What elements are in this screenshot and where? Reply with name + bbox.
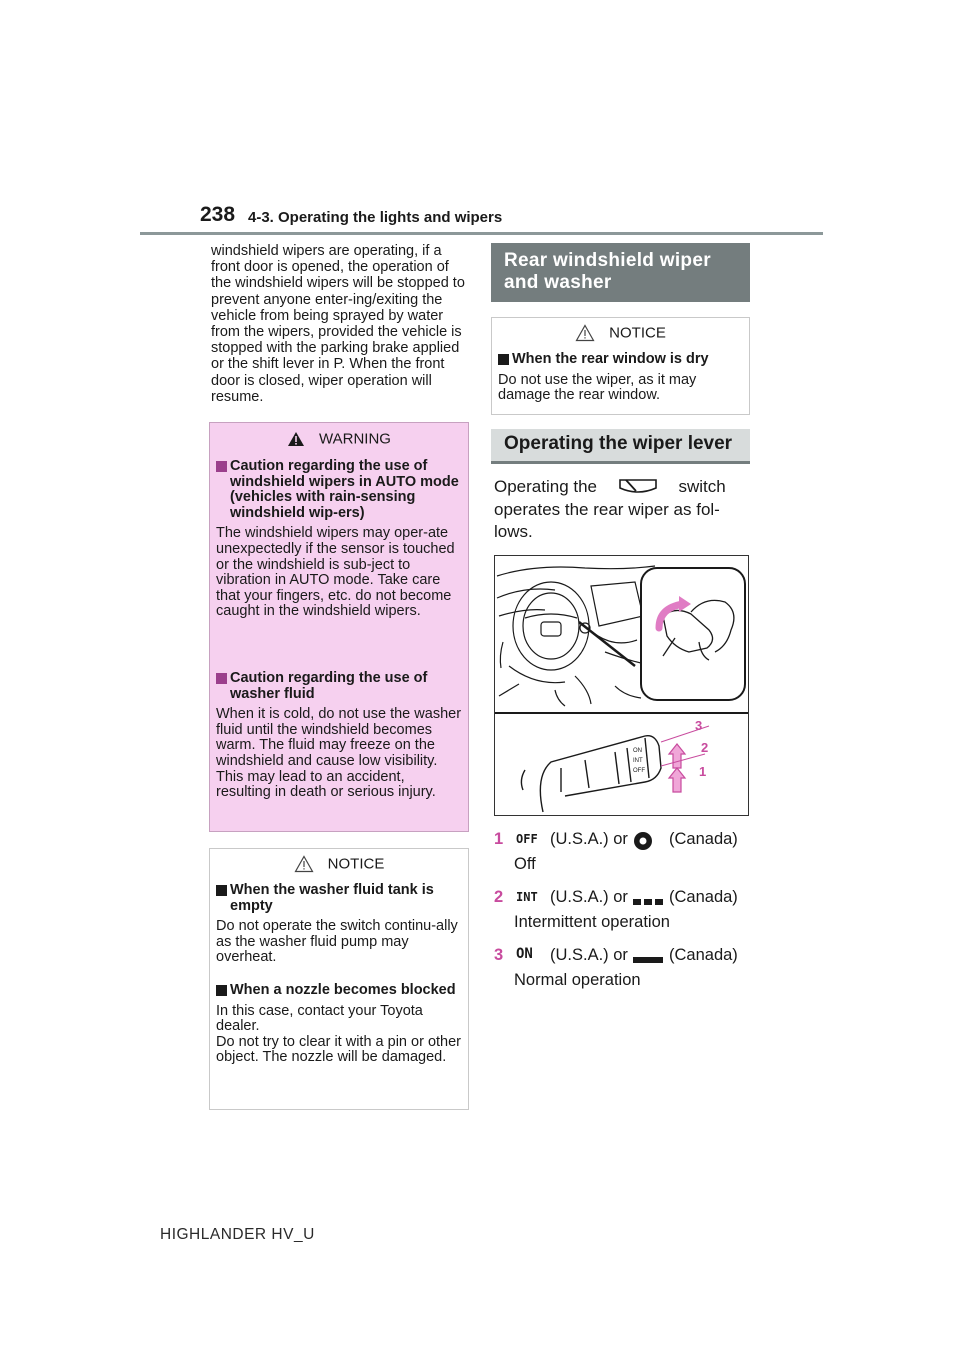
operating-text-after: switch operates the rear wiper as fol-lows. (494, 477, 726, 541)
notice-item-body: Do not use the wiper, as it may damage the rear window. (498, 371, 697, 404)
header-divider (140, 232, 823, 235)
notice-item-body: Do not operate the switch continu-ally as the washer fluid pump may overheat. (216, 918, 458, 966)
notice-title: NOTICE (609, 324, 666, 342)
notice-triangle-icon (575, 324, 595, 342)
step-number: 2 (494, 888, 504, 906)
usa-symbol: INT (516, 890, 538, 904)
solid-bar-icon (633, 951, 663, 970)
operating-text-before: Operating the (494, 477, 598, 496)
notice-box (491, 317, 750, 415)
notice-header (210, 855, 468, 873)
bullet-square-icon (216, 673, 227, 684)
lever-label-off: OFF (633, 768, 645, 774)
notice-item (498, 352, 743, 404)
warning-item (216, 671, 462, 801)
notice-item-heading: When the rear window is dry (512, 351, 709, 367)
warning-item-body: The windshield wipers may oper-ate unexpectedly if the sensor is touched or the windshield is sub-ject to vibration in AUTO mode. Take care that your fingers, etc. do not become caught in the windshield wipers. (216, 525, 455, 620)
section-title: 4-3. Operating the lights and wipers (248, 209, 503, 226)
notice-item (216, 983, 462, 1066)
footer-model: HIGHLANDER HV_U (160, 1226, 315, 1243)
step-usa-text: (U.S.A.) or (550, 830, 628, 848)
warning-triangle-icon (287, 431, 305, 447)
bullet-square-icon (498, 354, 509, 365)
warning-title: WARNING (319, 430, 391, 448)
lever-text-labels (633, 748, 645, 774)
callout-2: 2 (701, 740, 709, 755)
bullet-square-icon (216, 985, 227, 996)
bullet-square-icon (216, 885, 227, 896)
warning-item (216, 459, 462, 620)
notice-item-heading: When the washer fluid tank is empty (230, 882, 434, 914)
step-number: 1 (494, 830, 504, 848)
step-usa-text: (U.S.A.) or (550, 946, 628, 964)
step-number: 3 (494, 946, 504, 964)
operating-paragraph (494, 476, 754, 544)
warning-box (209, 422, 469, 832)
dashboard-lever-drawing (495, 556, 748, 815)
lever-label-on: ON (633, 748, 642, 754)
callout-3: 3 (695, 718, 703, 733)
step-description: Normal operation (514, 971, 641, 989)
page-number: 238 (200, 203, 236, 226)
usa-symbol: ON (516, 946, 533, 962)
step-canada-text: (Canada) (669, 888, 738, 906)
notice-item-heading: When a nozzle becomes blocked (230, 982, 456, 998)
notice-title: NOTICE (327, 855, 385, 873)
warning-item-body: When it is cold, do not use the washer fluid until the windshield becomes warm. The fluid may freeze on the windshield and cause low visibility. This may lead to an accident, resulting in death or serious injury. (216, 706, 462, 801)
step-description: Intermittent operation (514, 913, 670, 931)
callout-1: 1 (699, 764, 707, 779)
dashed-bar-icon (633, 893, 663, 912)
notice-box (209, 848, 469, 1110)
notice-item (216, 883, 462, 966)
step-canada-text: (Canada) (669, 946, 738, 964)
step-usa-text: (U.S.A.) or (550, 888, 628, 906)
notice-item-body: In this case, contact your Toyota dealer. Do not try to clear it with a pin or other object. The nozzle will be damaged. (216, 1002, 461, 1066)
warning-item-heading: Caution regarding the use of washer fluid (230, 670, 428, 702)
wiper-lever-banner (491, 429, 750, 464)
rear-wiper-banner (491, 243, 750, 302)
circle-dot-icon (633, 831, 653, 856)
rear-wiper-icon (602, 476, 674, 498)
warning-header (210, 430, 468, 448)
wiper-lever-heading: Operating the wiper lever (504, 433, 733, 454)
usa-symbol: OFF (516, 832, 538, 846)
notice-triangle-icon (294, 855, 314, 873)
notice-header (492, 324, 749, 342)
intro-paragraph: windshield wipers are operating, if a front door is opened, the operation of the windshield wipers will be stopped to prevent anyone enter-ing/exiting the vehicle from being sprayed by water from the wipers, provided the vehicle is stopped with the parking brake applied or the shift lever in P. When the front door is closed, wiper operation will resume. (211, 243, 465, 405)
step-canada-text: (Canada) (669, 830, 738, 848)
rear-wiper-heading: Rear windshield wiper and washer (504, 250, 711, 293)
lever-label-int: INT (633, 758, 643, 764)
wiper-lever-illustration (494, 555, 749, 816)
step-description: Off (514, 855, 536, 873)
bullet-square-icon (216, 461, 227, 472)
warning-item-heading: Caution regarding the use of windshield wipers in AUTO mode (vehicles with rain-sensing windshield wip-ers) (230, 458, 459, 521)
